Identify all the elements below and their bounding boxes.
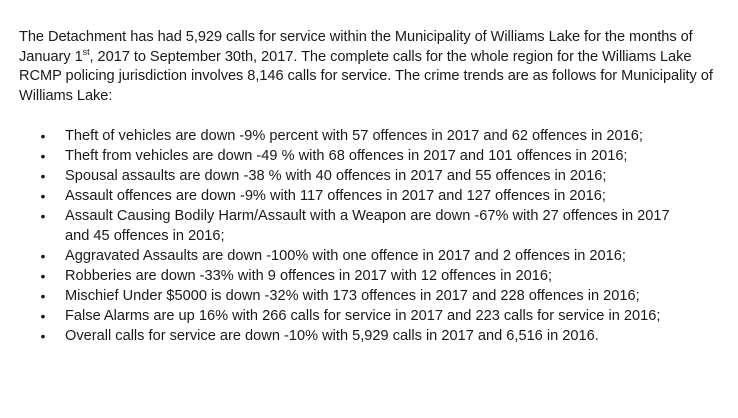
list-item bbox=[0, 147, 738, 167]
list-item-text: Theft of vehicles are down -9% percent with 57 offences in 2017 and 62 offences in 2016; bbox=[65, 128, 643, 144]
bullet-icon: • bbox=[40, 148, 46, 164]
list-item bbox=[0, 127, 738, 147]
crime-trends-list bbox=[0, 127, 738, 347]
list-item-text: Spousal assaults are down -38 % with 40 offences in 2017 and 55 offences in 2016; bbox=[65, 168, 607, 184]
intro-text-start: The Detachment has had 5,929 calls for service within the Municipality of Williams Lake for the months of January 1 bbox=[19, 29, 693, 65]
list-item-text: Robberies are down -33% with 9 offences in 2017 with 12 offences in 2016; bbox=[65, 267, 553, 284]
list-item bbox=[0, 267, 738, 287]
list-item-text: Overall calls for service are down -10% with 5,929 calls in 2017 and 6,516 in 2016. bbox=[65, 327, 599, 344]
list-item bbox=[0, 307, 738, 327]
list-item bbox=[0, 187, 738, 207]
list-item-text: Aggravated Assaults are down -100% with one offence in 2017 and 2 offences in 2016; bbox=[65, 247, 626, 264]
bullet-icon: • bbox=[40, 247, 46, 264]
bullet-icon: • bbox=[40, 188, 46, 204]
list-item bbox=[0, 167, 738, 187]
list-item-text: Theft from vehicles are down -49 % with 68 offences in 2017 and 101 offences in 2016; bbox=[65, 148, 628, 164]
bullet-icon: • bbox=[40, 168, 46, 184]
intro-paragraph bbox=[19, 28, 719, 106]
bullet-icon: • bbox=[40, 267, 46, 284]
list-item bbox=[0, 287, 738, 307]
bullet-icon: • bbox=[40, 128, 46, 144]
list-item-text: Assault offences are down -9% with 117 offences in 2017 and 127 offences in 2016; bbox=[65, 188, 606, 204]
list-item bbox=[0, 207, 738, 246]
list-item bbox=[0, 327, 738, 347]
list-item bbox=[0, 247, 738, 267]
list-item-text: Mischief Under $5000 is down -32% with 173 offences in 2017 and 228 offences in 2016; bbox=[65, 287, 640, 304]
bullet-icon: • bbox=[40, 307, 46, 324]
bullet-icon: • bbox=[40, 208, 46, 224]
ordinal-suffix: st bbox=[82, 46, 90, 57]
bullet-icon: • bbox=[40, 287, 46, 304]
intro-text-end: , 2017 to September 30th, 2017. The complete calls for the whole region for the Williams Lake RCMP policing jurisdiction involves 8,146 calls for service. The crime trends are as follows for Municipality of Williams Lake: bbox=[19, 48, 713, 104]
bullet-icon: • bbox=[40, 327, 46, 344]
list-item-text: Assault Causing Bodily Harm/Assault with a Weapon are down -67% with 27 offences in 2017 and 45 offences in 2016; bbox=[65, 208, 670, 244]
list-item-text: False Alarms are up 16% with 266 calls for service in 2017 and 223 calls for service in 2016; bbox=[65, 307, 661, 324]
